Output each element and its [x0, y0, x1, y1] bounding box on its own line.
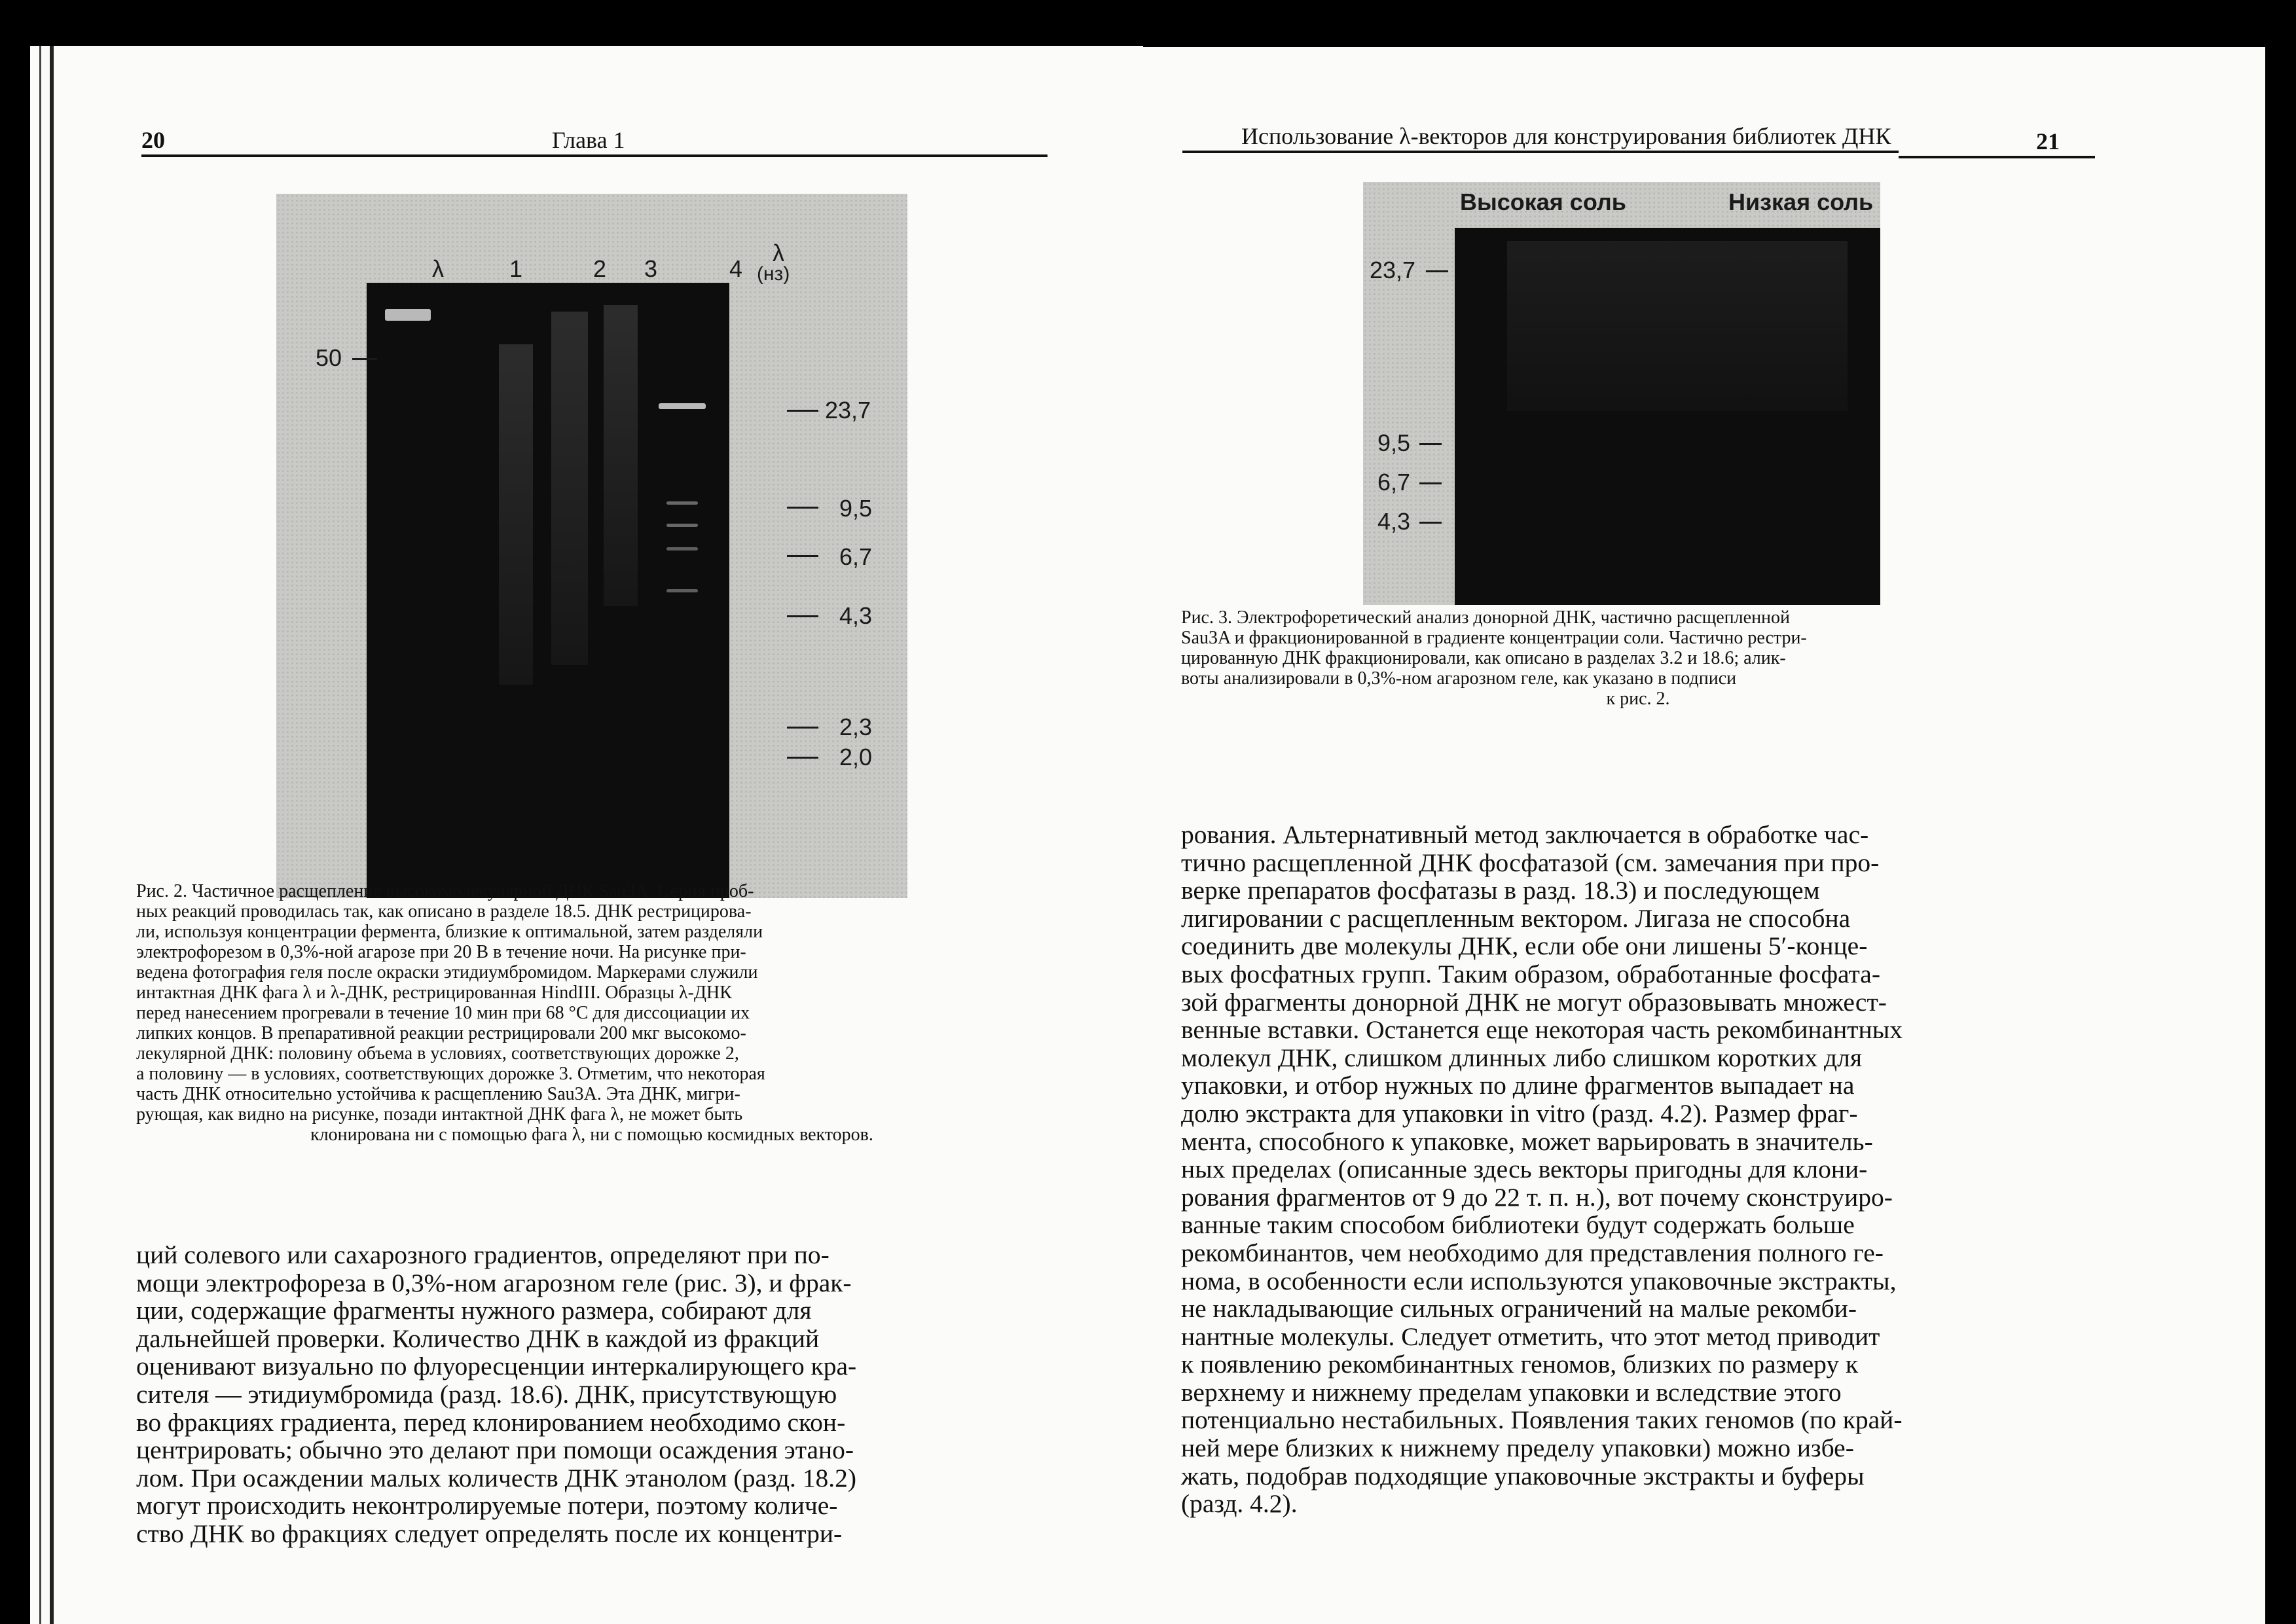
size-marker: 4,3	[1377, 508, 1411, 535]
body-line: ство ДНК во фракциях следует определять после их концентри-	[136, 1519, 843, 1548]
caption-line: липких концов. В препаративной реакции рестрицировали 200 мкг высокомо-	[136, 1023, 746, 1043]
body-text-right	[1181, 821, 2095, 1518]
body-line: ванные таким способом библиотеки будут содержать больше	[1181, 1210, 1855, 1240]
body-line: центрировать; обычно это делают при помощи осаждения этано-	[136, 1435, 854, 1465]
binding-edge-line	[50, 46, 54, 1624]
caption-line: лекулярной ДНК: половину объема в условиях, соответствующих дорожке 2,	[136, 1043, 739, 1064]
body-line: долю экстракта для упаковки in vitro (разд. 4.2). Размер фраг-	[1181, 1098, 1858, 1128]
body-line: во фракциях градиента, перед клонированием необходимо скон-	[136, 1407, 846, 1437]
caption-line: клонирована ни с помощью фага λ, ни с помощью космидных векторов.	[310, 1125, 873, 1145]
size-marker: 9,5	[839, 495, 873, 522]
caption-line: воты анализировали в 0,3%-ном агарозном геле, как указано в подписи	[1181, 668, 1737, 689]
body-line: оценивают визуально по флуоресценции интеркалирующего кра-	[136, 1352, 857, 1381]
caption-line: Sau3A и фракционированной в градиенте концентрации соли. Частично рестри-	[1181, 628, 1807, 648]
page-number-right: 21	[2036, 128, 2060, 154]
caption-line: ных реакций проводилась так, как описано в разделе 18.5. ДНК рестрицирова-	[136, 901, 752, 922]
size-marker: 2,3	[839, 713, 873, 740]
body-line: соединить две молекулы ДНК, если обе они лишены 5′-конце-	[1181, 931, 1868, 961]
body-line: дальнейшей проверки. Количество ДНК в каждой из фракций	[136, 1324, 820, 1353]
gel-figure-2	[276, 194, 907, 898]
body-line: ции, содержащие фрагменты нужного размера, собирают для	[136, 1296, 812, 1326]
lane-label: λ	[773, 240, 784, 266]
marker-tick	[787, 615, 818, 617]
size-marker: 6,7	[839, 543, 873, 570]
gel-lane-smear	[604, 305, 638, 606]
body-line: рования. Альтернативный метод заключается в обработке час-	[1181, 820, 1869, 849]
marker-tick	[787, 727, 818, 729]
body-line: не накладывающие сильных ограничений на малые рекомби-	[1181, 1294, 1857, 1324]
caption-line: ведена фотография геля после окраски этидиумбромидом. Маркерами служили	[136, 962, 758, 983]
lane-label: (нз)	[757, 263, 790, 285]
page-number-left: 20	[141, 127, 165, 153]
body-line: рования фрагментов от 9 до 22 т. п. н.), вот почему сконструиро-	[1181, 1182, 1893, 1212]
lane-label: 2	[593, 255, 607, 282]
body-line: могут происходить неконтролируемые потери, поэтому количе-	[136, 1491, 838, 1521]
lane-label: 4	[729, 255, 743, 282]
caption-line: а половину — в условиях, соответствующих дорожке 3. Отметим, что некоторая	[136, 1064, 765, 1084]
marker-tick	[352, 358, 377, 360]
gel-band	[659, 403, 706, 409]
caption-line: ли, используя концентрации фермента, близкие к оптимальной, затем разделяли	[136, 922, 763, 942]
body-line: ций солевого или сахарозного градиентов, определяют при по-	[136, 1240, 829, 1269]
body-line: лом. При осаждении малых количеств ДНК этанолом (разд. 18.2)	[136, 1463, 857, 1492]
marker-tick	[787, 410, 818, 412]
body-line: мента, способного к упаковке, может варьировать в значитель-	[1181, 1127, 1873, 1156]
gel-band	[666, 547, 698, 550]
running-head-right: Использование λ-векторов для конструирования библиотек ДНК	[1241, 123, 1891, 149]
figure-3-caption	[1181, 607, 2095, 709]
gel-figure-3	[1363, 182, 1880, 605]
marker-tick	[1419, 443, 1442, 445]
body-line: верке препаратов фосфатазы в разд. 18.3) и последующем	[1181, 876, 1820, 905]
header-rule	[141, 154, 1048, 157]
gel-fraction-smear	[1507, 241, 1848, 411]
gel-band	[385, 309, 431, 321]
size-marker: 50	[316, 344, 342, 371]
right-page	[1143, 47, 2265, 1624]
figure-2-caption	[136, 881, 1048, 1145]
body-line: к появлению рекомбинантных геномов, близких по размеру к	[1181, 1350, 1859, 1379]
marker-tick	[787, 507, 818, 509]
caption-line: цированную ДНК фракционировали, как описано в разделах 3.2 и 18.6; алик-	[1181, 648, 1786, 668]
body-line: тично расщепленной ДНК фосфатазой (см. замечания при про-	[1181, 848, 1880, 877]
size-marker: 2,0	[839, 744, 873, 770]
caption-line: перед нанесением прогревали в течение 10 мин при 68 °С для диссоциации их	[136, 1003, 750, 1023]
marker-tick	[787, 555, 818, 557]
size-marker: 6,7	[1377, 469, 1411, 496]
gel-header-low-salt: Низкая соль	[1728, 189, 1874, 215]
gel-header-high-salt: Высокая соль	[1460, 189, 1626, 215]
caption-line: часть ДНК относительно устойчива к расщеплению Sau3A. Эта ДНК, мигри-	[136, 1084, 740, 1104]
body-line: нома, в особенности если используются упаковочные экстракты,	[1181, 1266, 1897, 1295]
marker-tick	[1426, 270, 1448, 272]
marker-tick	[1419, 482, 1442, 484]
body-line: ней мере близких к нижнему пределу упаковки) можно избе-	[1181, 1434, 1854, 1463]
left-page	[30, 46, 1143, 1624]
marker-tick	[787, 757, 818, 759]
lane-label: 1	[509, 255, 523, 282]
gel-band	[666, 589, 698, 592]
caption-line: Рис. 2. Частичное расщепление высокомолекулярной ДНК Sau3A. Серия проб-	[136, 881, 754, 901]
caption-line: интактная ДНК фага λ и λ-ДНК, рестрицированная HindIII. Образцы λ-ДНК	[136, 983, 732, 1003]
caption-line: к рис. 2.	[1606, 689, 1670, 709]
body-line: молекул ДНК, слишком длинных либо слишком коротких для	[1181, 1043, 1863, 1072]
gel-lane-smear	[551, 312, 588, 665]
body-line: (разд. 4.2).	[1181, 1489, 1298, 1519]
body-text-left	[136, 1241, 1048, 1548]
lane-label: λ	[432, 255, 444, 282]
lane-label: 3	[644, 255, 658, 282]
header-rule	[1182, 151, 1899, 153]
body-line: мощи электрофореза в 0,3%-ном агарозном геле (рис. 3), и фрак-	[136, 1268, 852, 1297]
body-line: ных пределах (описанные здесь векторы пригодны для клони-	[1181, 1155, 1868, 1184]
body-line: верхнему и нижнему пределам упаковки и вследствие этого	[1181, 1377, 1842, 1407]
body-line: зой фрагменты донорной ДНК не могут образовывать множест-	[1181, 987, 1887, 1017]
size-marker: 23,7	[1370, 257, 1416, 283]
gel-band	[666, 501, 698, 505]
body-line: вых фосфатных групп. Таким образом, обработанные фосфата-	[1181, 959, 1880, 988]
size-marker: 4,3	[839, 602, 873, 629]
running-head-left: Глава 1	[552, 127, 625, 153]
body-line: сителя — этидиумбромида (разд. 18.6). ДНК, присутствующую	[136, 1379, 837, 1409]
body-line: лигировании с расщепленным вектором. Лигаза не способна	[1181, 903, 1851, 933]
body-line: рекомбинантов, чем необходимо для представления полного ге-	[1181, 1238, 1884, 1267]
body-line: нантные молекулы. Следует отметить, что этот метод приводит	[1181, 1322, 1880, 1351]
body-line: потенциально нестабильных. Появления таких геномов (по край-	[1181, 1405, 1903, 1435]
gel-lane-smear	[499, 344, 533, 685]
caption-line: рующая, как видно на рисунке, позади интактной ДНК фага λ, не может быть	[136, 1104, 743, 1125]
size-marker: 23,7	[825, 397, 871, 424]
caption-line: электрофорезом в 0,3%-ной агарозе при 20 В в течение ночи. На рисунке при-	[136, 942, 746, 962]
binding-edge	[39, 46, 41, 1624]
header-rule-right	[1899, 156, 2095, 158]
body-line: венные вставки. Останется еще некоторая часть рекомбинантных	[1181, 1015, 1903, 1045]
size-marker: 9,5	[1377, 429, 1411, 456]
gel-band	[666, 524, 698, 527]
caption-line: Рис. 3. Электрофоретический анализ донорной ДНК, частично расщепленной	[1181, 607, 1791, 628]
body-line: жать, подобрав подходящие упаковочные экстракты и буферы	[1181, 1461, 1865, 1490]
marker-tick	[1419, 522, 1442, 524]
body-line: упаковки, и отбор нужных по длине фрагментов выпадает на	[1181, 1071, 1855, 1100]
